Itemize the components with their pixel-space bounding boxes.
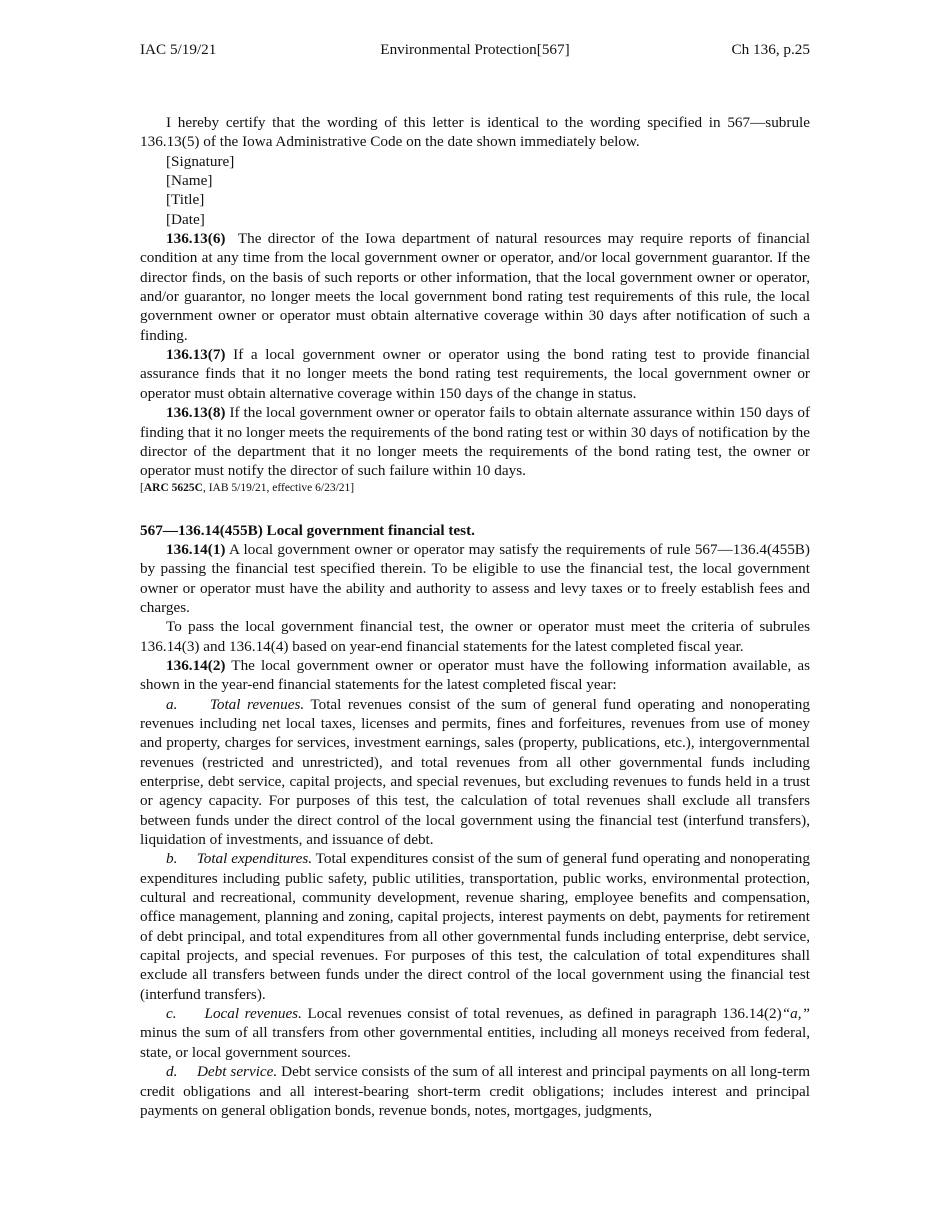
paragraph-b-total-expenditures [140, 849, 810, 1004]
title-line: [Title] [166, 191, 205, 209]
subrule-number: 136.13(7) [166, 346, 226, 364]
header-date: IAC 5/19/21 [140, 41, 217, 58]
paragraph-text: Debt service consists of the sum of all interest and principal payments on all long-term credit obligations and all interest-bearing short-term credit obligations; includes interest and principal payments on general obligation bonds, revenue bonds, notes, mortgages, judgments, [140, 1063, 811, 1119]
subrule-136-14-1 [140, 540, 810, 617]
subrule-text: A local government owner or operator may satisfy the requirements of rule 567—136.4(455B) by passing the financial test specified therein. To be eligible to use the financial test, the local government owner or operator must have the ability and authority to assess and levy taxes or to freely establish fees and charges. [140, 540, 810, 616]
header-title: Environmental Protection[567] [380, 41, 570, 58]
source-detail: , IAB 5/19/21, effective 6/23/21] [202, 481, 355, 494]
paragraph-title: Debt service. [196, 1063, 278, 1081]
date-line: [Date] [166, 210, 205, 228]
arc-number: ARC 5625C [143, 481, 203, 494]
signature-line: [Signature] [166, 152, 235, 170]
paragraph-d-debt-service [140, 1062, 810, 1120]
document-body [140, 113, 810, 1120]
running-header [140, 41, 810, 63]
paragraph-text: Local revenues consist of total revenues, as defined in paragraph 136.14(2) [307, 1005, 782, 1023]
subrule-text: The local government owner or operator must have the following information available, as shown in the year-end financial statements for the latest completed fiscal year: [140, 656, 810, 694]
subrule-136-13-6 [140, 229, 810, 345]
paragraph-letter: b. [166, 850, 178, 868]
paragraph-reference: “a,” [781, 1005, 811, 1023]
paragraph-letter: c. [166, 1005, 177, 1023]
pass-criteria-paragraph: To pass the local government financial test, the owner or operator must meet the criteria of subrules 136.14(3) and 136.14(4) based on year-end financial statements for the latest completed fiscal year. [140, 618, 810, 655]
subrule-number: 136.14(1) [166, 540, 226, 558]
paragraph-text: Total revenues consist of the sum of general fund operating and nonoperating revenues including net local taxes, licenses and permits, fines and forfeitures, revenues from use of money and property, charges for services, investment earnings, sales (property, publications, etc.), intergovernmental revenues (restricted and unrestricted), and total revenues from all other governmental funds including enterprise, debt service, capital projects, and special revenues, but excluding revenues to funds held in a trust or agency capacity. For purposes of this test, the calculation of total revenues shall exclude all transfers between funds under the direct control of the local government using the financial test (interfund transfers), liquidation of investments, and issuance of debt. [140, 695, 810, 849]
subrule-136-13-7 [140, 345, 810, 403]
subrule-number: 136.13(6) [166, 230, 226, 248]
source-note [140, 481, 810, 495]
name-line: [Name] [166, 172, 213, 190]
paragraph-title: Local revenues. [204, 1005, 302, 1023]
subrule-text: The director of the Iowa department of natural resources may require reports of financial condition at any time from the local government owner or operator, and/or local government guarantor. If the director finds, on the basis of such reports or other information, that the local government owner or operator, and/or guarantor, no longer meets the local government bond rating test requirements of this rule, the local government owner or operator must obtain alternative coverage within 30 days after notification of such a finding. [140, 230, 810, 344]
certify-paragraph: I hereby certify that the wording of this letter is identical to the wording specified in 567—subrule 136.13(5) of the Iowa Administrative Code on the date shown immediately below. [140, 114, 810, 151]
paragraph-c-local-revenues [140, 1004, 810, 1062]
subrule-136-13-8 [140, 403, 810, 480]
paragraph-title: Total expenditures. [196, 850, 313, 868]
paragraph-text: Total expenditures consist of the sum of general fund operating and nonoperating expenditures including public safety, public utilities, transportation, public works, environmental protection, cultural and recreational, community development, revenue sharing, employee benefits and compensation, office management, planning and zoning, capital projects, interest payments on debt, payments for retirement of debt principal, and total expenditures from all other governmental funds including enterprise, debt service, capital projects, and special revenues. For purposes of this test, the calculation of total expenditures shall exclude all transfers between funds under the direct control of the local government using the financial test (interfund transfers). [140, 850, 810, 1003]
subrule-text: If a local government owner or operator using the bond rating test to provide financial assurance finds that it no longer meets the bond rating test requirements, the local government owner or operator must obtain alternative coverage within 150 days of the change in status. [140, 346, 811, 402]
paragraph-letter: d. [166, 1063, 178, 1081]
subrule-number: 136.13(8) [166, 404, 226, 422]
paragraph-text-continued: minus the sum of all transfers from other governmental entities, including all moneys received from federal, state, or local government sources. [140, 1024, 810, 1061]
paragraph-title: Total revenues. [209, 695, 305, 713]
source-open-bracket: [ [140, 481, 144, 494]
subrule-number: 136.14(2) [166, 656, 226, 674]
subrule-136-14-2 [140, 656, 810, 695]
rule-heading: 567—136.14(455B) Local government financial test. [140, 521, 475, 539]
paragraph-letter: a. [166, 695, 178, 713]
paragraph-a-total-revenues [140, 695, 810, 850]
subrule-text: If the local government owner or operator fails to obtain alternate assurance within 150 days of finding that it no longer meets the requirements of the bond rating test or within 30 days of notification by the director of the department that it no longer meets the requirements of the bond rating test, the owner or operator must notify the director of such failure within 10 days. [140, 404, 811, 480]
header-page-number: Ch 136, p.25 [731, 41, 810, 58]
